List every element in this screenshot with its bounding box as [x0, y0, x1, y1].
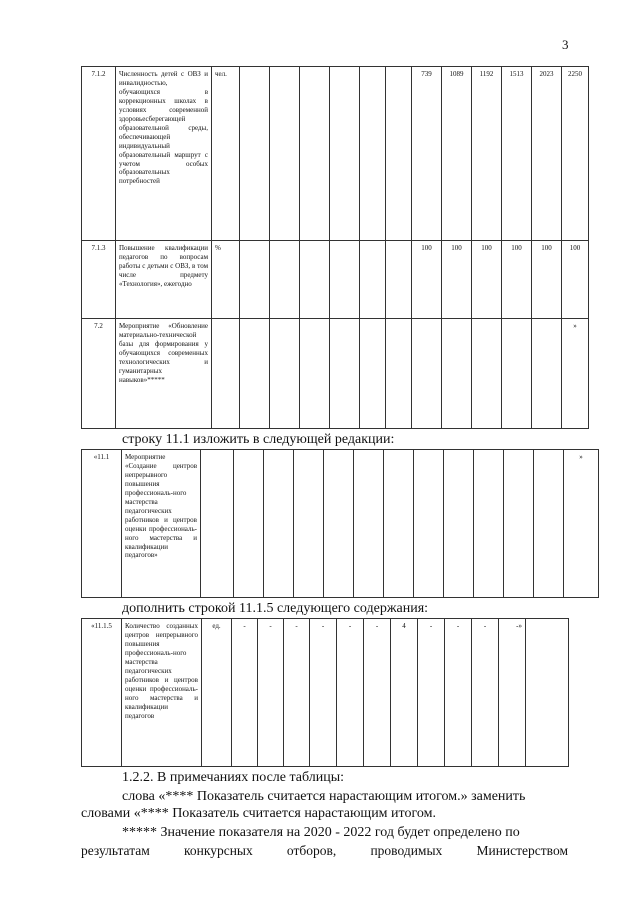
value-cell [240, 241, 270, 319]
row-unit: чел. [212, 67, 240, 241]
value-cell [270, 319, 300, 429]
value-cell: - [284, 619, 310, 767]
value-cell [532, 319, 562, 429]
note-five-star-line-2: результатам конкурсных отборов, проводимых Министерством [81, 843, 568, 858]
note-replace-line-1: слова «**** Показатель считается нарастающим итогом.» заменить [122, 789, 526, 804]
value-cell [472, 319, 502, 429]
value-cell: 1089 [442, 67, 472, 241]
value-cell [526, 619, 569, 767]
row-number: 7.2 [82, 319, 116, 429]
value-cell: 739 [412, 67, 442, 241]
value-cell [354, 450, 384, 598]
value-cell: 100 [472, 241, 502, 319]
row-unit: ед. [202, 619, 232, 767]
value-cell [234, 450, 264, 598]
row-description: Численность детей с ОВЗ и инвалидностью, обучающихся в коррекционных школах в условиях современной здоровьесберегающей образовательной среды, обеспечивающей индивидуальный образовательный маршрут с учетом особых образовательных потребностей [116, 67, 212, 241]
value-cell [412, 319, 442, 429]
instruction-line-11-1: строку 11.1 изложить в следующей редакции: [122, 432, 395, 447]
row-number: «11.1.5 [82, 619, 122, 767]
value-cell [300, 241, 330, 319]
row-11-1-table [81, 449, 599, 598]
table-row [82, 67, 589, 241]
value-cell [386, 67, 412, 241]
value-cell: 100 [532, 241, 562, 319]
value-cell: » [564, 450, 599, 598]
value-cell [386, 319, 412, 429]
note-replace-line-2: словами «**** Показатель считается нарастающим итогом. [81, 806, 436, 821]
value-cell: 2023 [532, 67, 562, 241]
value-cell: 100 [412, 241, 442, 319]
instruction-line-11-1-5: дополнить строкой 11.1.5 следующего содержания: [122, 601, 429, 616]
value-cell [300, 319, 330, 429]
value-cell [360, 67, 386, 241]
value-cell: - [445, 619, 472, 767]
notes-heading: 1.2.2. В примечаниях после таблицы: [122, 770, 345, 785]
value-cell [384, 450, 414, 598]
value-cell [386, 241, 412, 319]
row-number: «11.1 [82, 450, 122, 598]
value-cell [240, 67, 270, 241]
value-cell: 1513 [502, 67, 532, 241]
value-cell: » [562, 319, 589, 429]
value-cell: - [472, 619, 499, 767]
value-cell [414, 450, 444, 598]
indicators-table [81, 66, 589, 429]
value-cell [442, 319, 472, 429]
table-row [82, 241, 589, 319]
row-description: Мероприятие «Создание центров непрерывного повышения профессиональ-ного мастерства педагогических работников и центров оценки профессиональ-ного мастерства и квалификации педагогов» [122, 450, 201, 598]
value-cell: 100 [562, 241, 589, 319]
value-cell [330, 241, 360, 319]
value-cell: -» [499, 619, 526, 767]
value-cell [360, 319, 386, 429]
value-cell: - [310, 619, 337, 767]
value-cell: - [418, 619, 445, 767]
table-row [82, 450, 599, 598]
value-cell: 4 [391, 619, 418, 767]
table-row [82, 619, 569, 767]
value-cell [240, 319, 270, 429]
value-cell: - [337, 619, 364, 767]
value-cell [330, 319, 360, 429]
value-cell [294, 450, 324, 598]
value-cell [502, 319, 532, 429]
value-cell [444, 450, 474, 598]
row-number: 7.1.2 [82, 67, 116, 241]
value-cell: - [364, 619, 391, 767]
value-cell [504, 450, 534, 598]
row-unit [201, 450, 234, 598]
value-cell: 100 [442, 241, 472, 319]
row-description: Мероприятие «Обновление материально-технической базы для формирования у обучающихся современных технологических и гуманитарных навыков»***** [116, 319, 212, 429]
value-cell [474, 450, 504, 598]
note-five-star-line-1: ***** Значение показателя на 2020 - 2022 год будет определено по [122, 825, 520, 840]
value-cell: - [232, 619, 258, 767]
row-description: Количество созданных центров непрерывного повышения профессиональ-ного мастерства педагогических работников и центров оценки профессиональ-ного мастерства и квалификации педагогов [122, 619, 202, 767]
value-cell: 1192 [472, 67, 502, 241]
value-cell: 2250 [562, 67, 589, 241]
value-cell [270, 241, 300, 319]
value-cell [534, 450, 564, 598]
value-cell [360, 241, 386, 319]
value-cell [300, 67, 330, 241]
table-row [82, 319, 589, 429]
row-description: Повышение квалификации педагогов по вопросам работы с детьми с ОВЗ, в том числе предмету «Технология», ежегодно [116, 241, 212, 319]
page-number: 3 [562, 37, 569, 52]
row-number: 7.1.3 [82, 241, 116, 319]
row-11-1-5-table [81, 618, 569, 767]
row-unit [212, 319, 240, 429]
value-cell: - [258, 619, 284, 767]
row-unit: % [212, 241, 240, 319]
value-cell [270, 67, 300, 241]
value-cell: 100 [502, 241, 532, 319]
value-cell [324, 450, 354, 598]
value-cell [330, 67, 360, 241]
value-cell [264, 450, 294, 598]
